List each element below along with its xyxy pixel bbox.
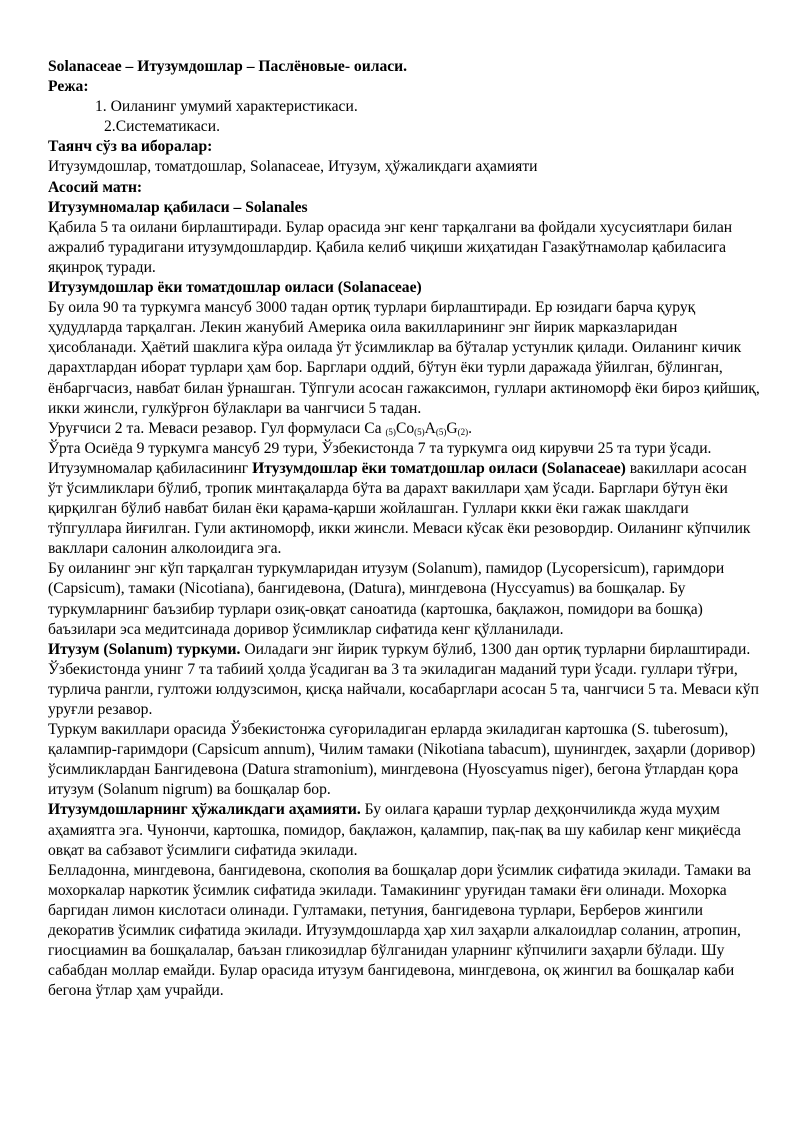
species-paragraph: Туркум вакиллари орасида Ўзбекистонжа суғориладиган ерларда экиладиган картошка (S. tuberosum), қалампир-гаримдори (Capsicum annum), Чилим тамаки (Nikotiana tabacum), шунингдек, заҳарли (доривор) ўсимликлардан Бангидевона (Datura stramonium), мингдевона (Hyoscyamus niger), бегона ўтлардан қора итузум (Solanum nigrum) ва бошқалар бор. bbox=[48, 721, 756, 799]
formula-corolla-sub: (5) bbox=[414, 426, 425, 437]
family-heading: Итузумдошлар ёки томатдошлар оиласи (Solanaceae) bbox=[48, 279, 422, 297]
plan-heading: Режа: bbox=[48, 78, 89, 96]
p2-rest-text: вакиллари асосан ўт ўсимликлари бўлиб, тропик минтақаларда бўта ва дарахт вакиллари ҳам ўсади. Барглари бўтун ёки қирқилган бўлиб навбат билан ёки қарама-қарши жойлашган. Гуллари ккки ёки гажак шаклдаги тўпгуллара йиғилган. Гули актиноморф, икки жинсли. Меваси кўсак ёки резовордир. Оиланинг кўпчилик вакллари салонин алколоидига эга. bbox=[48, 459, 751, 558]
uses-paragraph: Белладонна, мингдевона, бангидевона, скополия ва бошқалар дори ўсимлик сифатида экилади. Тамаки ва мохоркалар наркотик ўсимлик сифатида экилади. Тамакининг уруғидан тамаки ёғи олинади. Мохорка баргидан лимон кислотаси олинади. Гултамаки, петуния, бангидевона турлари, Берберов жингили декоратив ўсимлик сифатида экилади. Итузумдошларда ҳар хил заҳарли алкалоидлар соланин, атропин, гиосциамин ва бошқалалар, баъзан гликозидлар бўлганидан уларнинг кўпчилиги заҳарли бўлади. Шу сабабдан моллар емайди. Булар орасида итузум бангидевона, мингдевона, оқ жингил ва бошқалар каби бегона ўтлар ҳам учрайди. bbox=[48, 861, 752, 1000]
family-paragraph: Бу оила 90 та туркумга мансуб 3000 тадан ортиқ турлари бирлаштиради. Ер юзидаги барча қуруқ ҳудудларда тарқалган. Лекин жанубий Америка оила вакилларининг энг йирик марказларидан ҳисобланади. Ҳаётий шаклига кўра оилада ўт ўсимликлар ва бўталар устунлик қилади. Оиланинг кичик дарахтлардан иборат турлари ҳам бор. Барглари оддий, бўтун ёки турли даражада ўйилган, бўлинган, ёнбаргчасиз, навбат билан ўрнашган. Тўпгули асосан гажаксимон, гуллари актиноморф ёки бироз қийшиқ, икки жинсли, гулкўрғон бўлаклари ва чангчиси 5 тадан. bbox=[48, 299, 760, 417]
main-text-heading: Асосий матн: bbox=[48, 178, 143, 196]
order-family-paragraph bbox=[48, 459, 764, 559]
importance-paragraph bbox=[48, 800, 764, 860]
document-title: Solanaceae – Итузумдошлар – Паслёновые- оиласи. bbox=[48, 58, 408, 75]
formula-a: A bbox=[424, 419, 436, 437]
order-heading: Итузумномалар қабиласи – Solanales bbox=[48, 198, 308, 216]
formula-calyx-sub: (5) bbox=[385, 426, 396, 437]
genera-paragraph: Бу оиланинг энг кўп тарқалган туркумларидан итузум (Solanum), памидор (Lycopersicum), гаримдори (Capsicum), тамаки (Nicotiana), бангидевона, (Datura), мингдевона (Hyccyamus) ва бошқалар. Бу туркумларнинг баъзибир турлари озиқ-овқат саноатида (картошка, бақлажон, помидори ва бошқа) баъзилари эса медитсинада доривор ўсимликлар сифатида кенг қўлланилади. bbox=[48, 560, 725, 638]
plan-item-2: 2.Систематикаси. bbox=[104, 118, 220, 136]
order-paragraph: Қабила 5 та оилани бирлаштиради. Булар орасида энг кенг тарқалгани ва фойдали хусусиятлари билан ажралиб турадигани итузумдошлардир. Қабила келиб чиқиши жиҳатидан Газакўтнамолар қабиласига яқинроқ туради. bbox=[48, 218, 733, 276]
p2-bold-family: Итузумдошлар ёки томатдошлар оиласи (Solanaceae) bbox=[252, 459, 626, 477]
importance-text: Бу оилага қараши турлар деҳқончиликда жуда муҳим аҳамиятга эга. Чунончи, картошка, помидор, бақлажон, қалампир, пақ-пақ ва шу кабилар кенг миқиёсда овқат ва сабзавот ўсимлиги сифатида экилади. bbox=[48, 801, 741, 859]
p2-lead-text: Итузумномалар қабиласининг bbox=[48, 459, 249, 477]
solanum-paragraph bbox=[48, 640, 764, 720]
importance-heading: Итузумдошларнинг ҳўжаликдаги аҳамияти. bbox=[48, 801, 361, 819]
formula-androecium-sub: (5) bbox=[435, 426, 447, 437]
document-page bbox=[48, 57, 764, 1001]
solanum-text: Оиладаги энг йирик туркум бўлиб, 1300 дан ортиқ турларни бирлаштиради. Ўзбекистонда унинг 7 та табиий ҳолда ўсадиган ва 3 та экиладиган маданий тури ўсади. гуллари тўғри, турлича рангли, гултожи юлдузсимон, қисқа найчали, косабарглари асосан 5 та, чангчиси 5 та. Меваси кўп уруғли резавор. bbox=[48, 640, 759, 718]
formula-gynoecium-sub: (2) bbox=[457, 426, 469, 437]
formula-end: . bbox=[468, 419, 473, 437]
formula-g: G bbox=[446, 419, 458, 437]
ovary-text: Уруғчиси 2 та. Меваси резавор. Гул формуласи Ca bbox=[48, 419, 382, 437]
keywords-heading: Таянч сўз ва иборалар: bbox=[48, 138, 213, 156]
formula-co: Co bbox=[395, 419, 415, 437]
flower-formula-line bbox=[48, 419, 764, 439]
plan-item-1: 1. Оиланинг умумий характеристикаси. bbox=[95, 98, 358, 116]
keywords-text: Итузумдошлар, томатдошлар, Solanaceae, Итузум, ҳўжаликдаги аҳамияти bbox=[48, 158, 538, 176]
central-asia-paragraph: Ўрта Осиёда 9 туркумга мансуб 29 тури, Ўзбекистонда 7 та туркумга оид кирувчи 25 та тури ўсади. bbox=[48, 439, 712, 457]
solanum-heading: Итузум (Solanum) туркуми. bbox=[48, 640, 241, 658]
